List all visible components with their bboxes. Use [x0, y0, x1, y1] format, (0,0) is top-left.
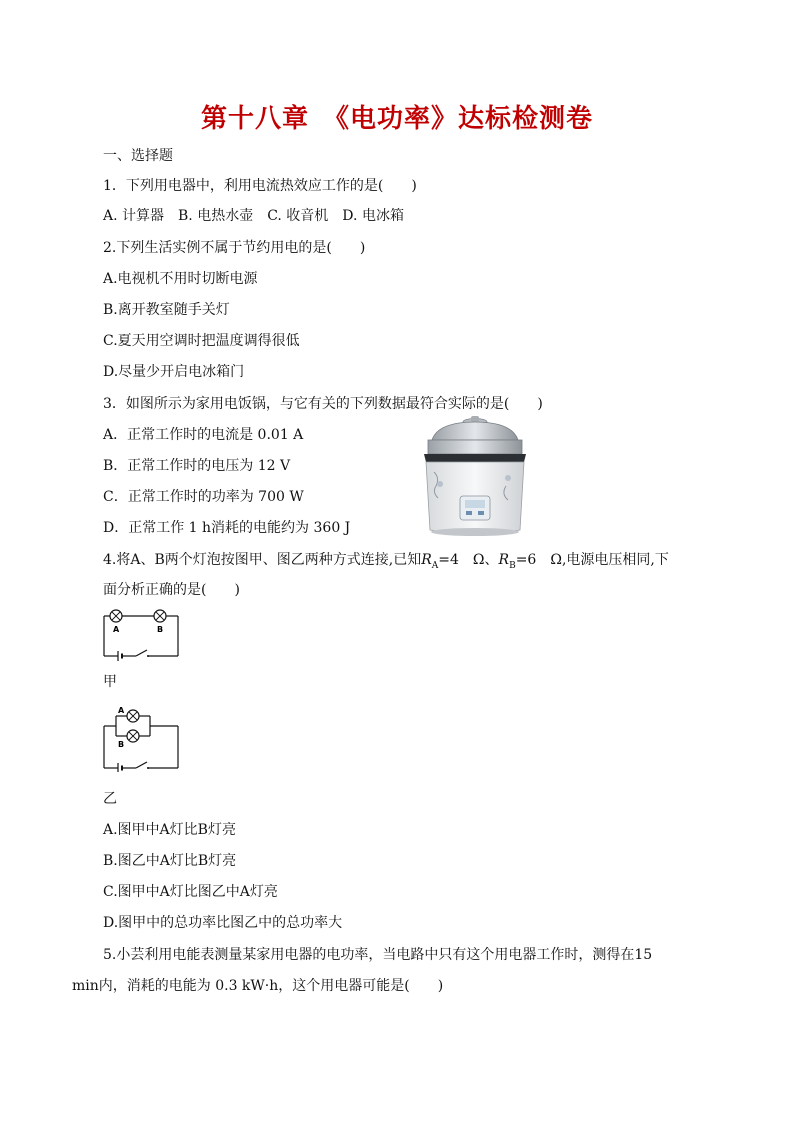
q2-option-a: A.电视机不用时切断电源 [103, 271, 258, 287]
q3-stem: 3．如图所示为家用电饭锅，与它有关的下列数据最符合实际的是( ) [103, 396, 543, 412]
q4-option-c: C.图甲中A灯比图乙中A灯亮 [103, 884, 278, 900]
q4-option-b: B.图乙中A灯比B灯亮 [103, 853, 237, 869]
resistance-separator: 、 [484, 552, 499, 568]
resistance-subscript-a: A [431, 560, 439, 571]
q3-option-d: D．正常工作 1 h消耗的电能约为 360 J [103, 520, 351, 536]
battery-symbol [118, 763, 122, 772]
q3-option-a: A．正常工作时的电流是 0.01 A [103, 427, 304, 443]
resistance-subscript-b: B [509, 560, 516, 571]
lamp-b-symbol [154, 610, 166, 622]
q4-stem-start: 4.将A、B两个灯泡按图甲、图乙两种方式连接,已知 [103, 552, 422, 568]
q4-stem-line1 [103, 550, 669, 576]
section-heading: 一、选择题 [103, 148, 173, 164]
figure-label-yi: 乙 [103, 791, 117, 807]
figure-label-jia: 甲 [103, 674, 117, 690]
q5-stem-line1: 5.小芸利用电能表测量某家用电器的电功率，当电路中只有这个用电器工作时，测得在15 [103, 947, 653, 963]
switch-symbol [136, 650, 149, 657]
lamp-b-label: B [118, 740, 125, 749]
rice-cooker-image [410, 412, 540, 540]
lamp-b-label: B [157, 625, 164, 634]
resistance-symbol-a: R [421, 552, 432, 568]
q4-stem-end: ,电源电压相同,下 [561, 552, 669, 568]
q2-stem: 2.下列生活实例不属于节约用电的是( ) [103, 240, 366, 256]
q3-option-c: C．正常工作时的功率为 700 W [103, 489, 304, 505]
q3-option-b: B．正常工作时的电压为 12 V [103, 458, 291, 474]
q5-stem-line2: min内，消耗的电能为 0.3 kW·h，这个用电器可能是( ) [72, 978, 444, 994]
q1-stem: 1．下列用电器中，利用电流热效应工作的是( ) [103, 178, 417, 194]
page-title: 第十八章 《电功率》达标检测卷 [200, 104, 593, 134]
resistance-value-b: =6 Ω [515, 552, 562, 568]
q2-option-c: C.夏天用空调时把温度调得很低 [103, 333, 300, 349]
lamp-a-symbol [127, 710, 139, 722]
q2-option-b: B.离开教室随手关灯 [103, 302, 230, 318]
q2-option-d: D.尽量少开启电冰箱门 [103, 364, 245, 380]
lamp-a-label: A [118, 706, 125, 715]
lamp-a-label: A [113, 625, 120, 634]
resistance-symbol-b: R [498, 552, 510, 568]
series-circuit-diagram [100, 608, 184, 664]
lamp-b-symbol [127, 730, 139, 742]
switch-symbol [136, 762, 149, 769]
battery-symbol [118, 651, 122, 661]
parallel-circuit-diagram [100, 702, 184, 772]
q4-option-d: D.图甲中的总功率比图乙中的总功率大 [103, 915, 343, 931]
q1-options: A. 计算器 B. 电热水壶 C. 收音机 D. 电冰箱 [103, 208, 404, 224]
resistance-value-a: =4 Ω [438, 552, 485, 568]
lamp-a-symbol [110, 610, 122, 622]
q4-stem-line2: 面分析正确的是( ) [103, 582, 240, 598]
q4-option-a: A.图甲中A灯比B灯亮 [103, 822, 236, 838]
